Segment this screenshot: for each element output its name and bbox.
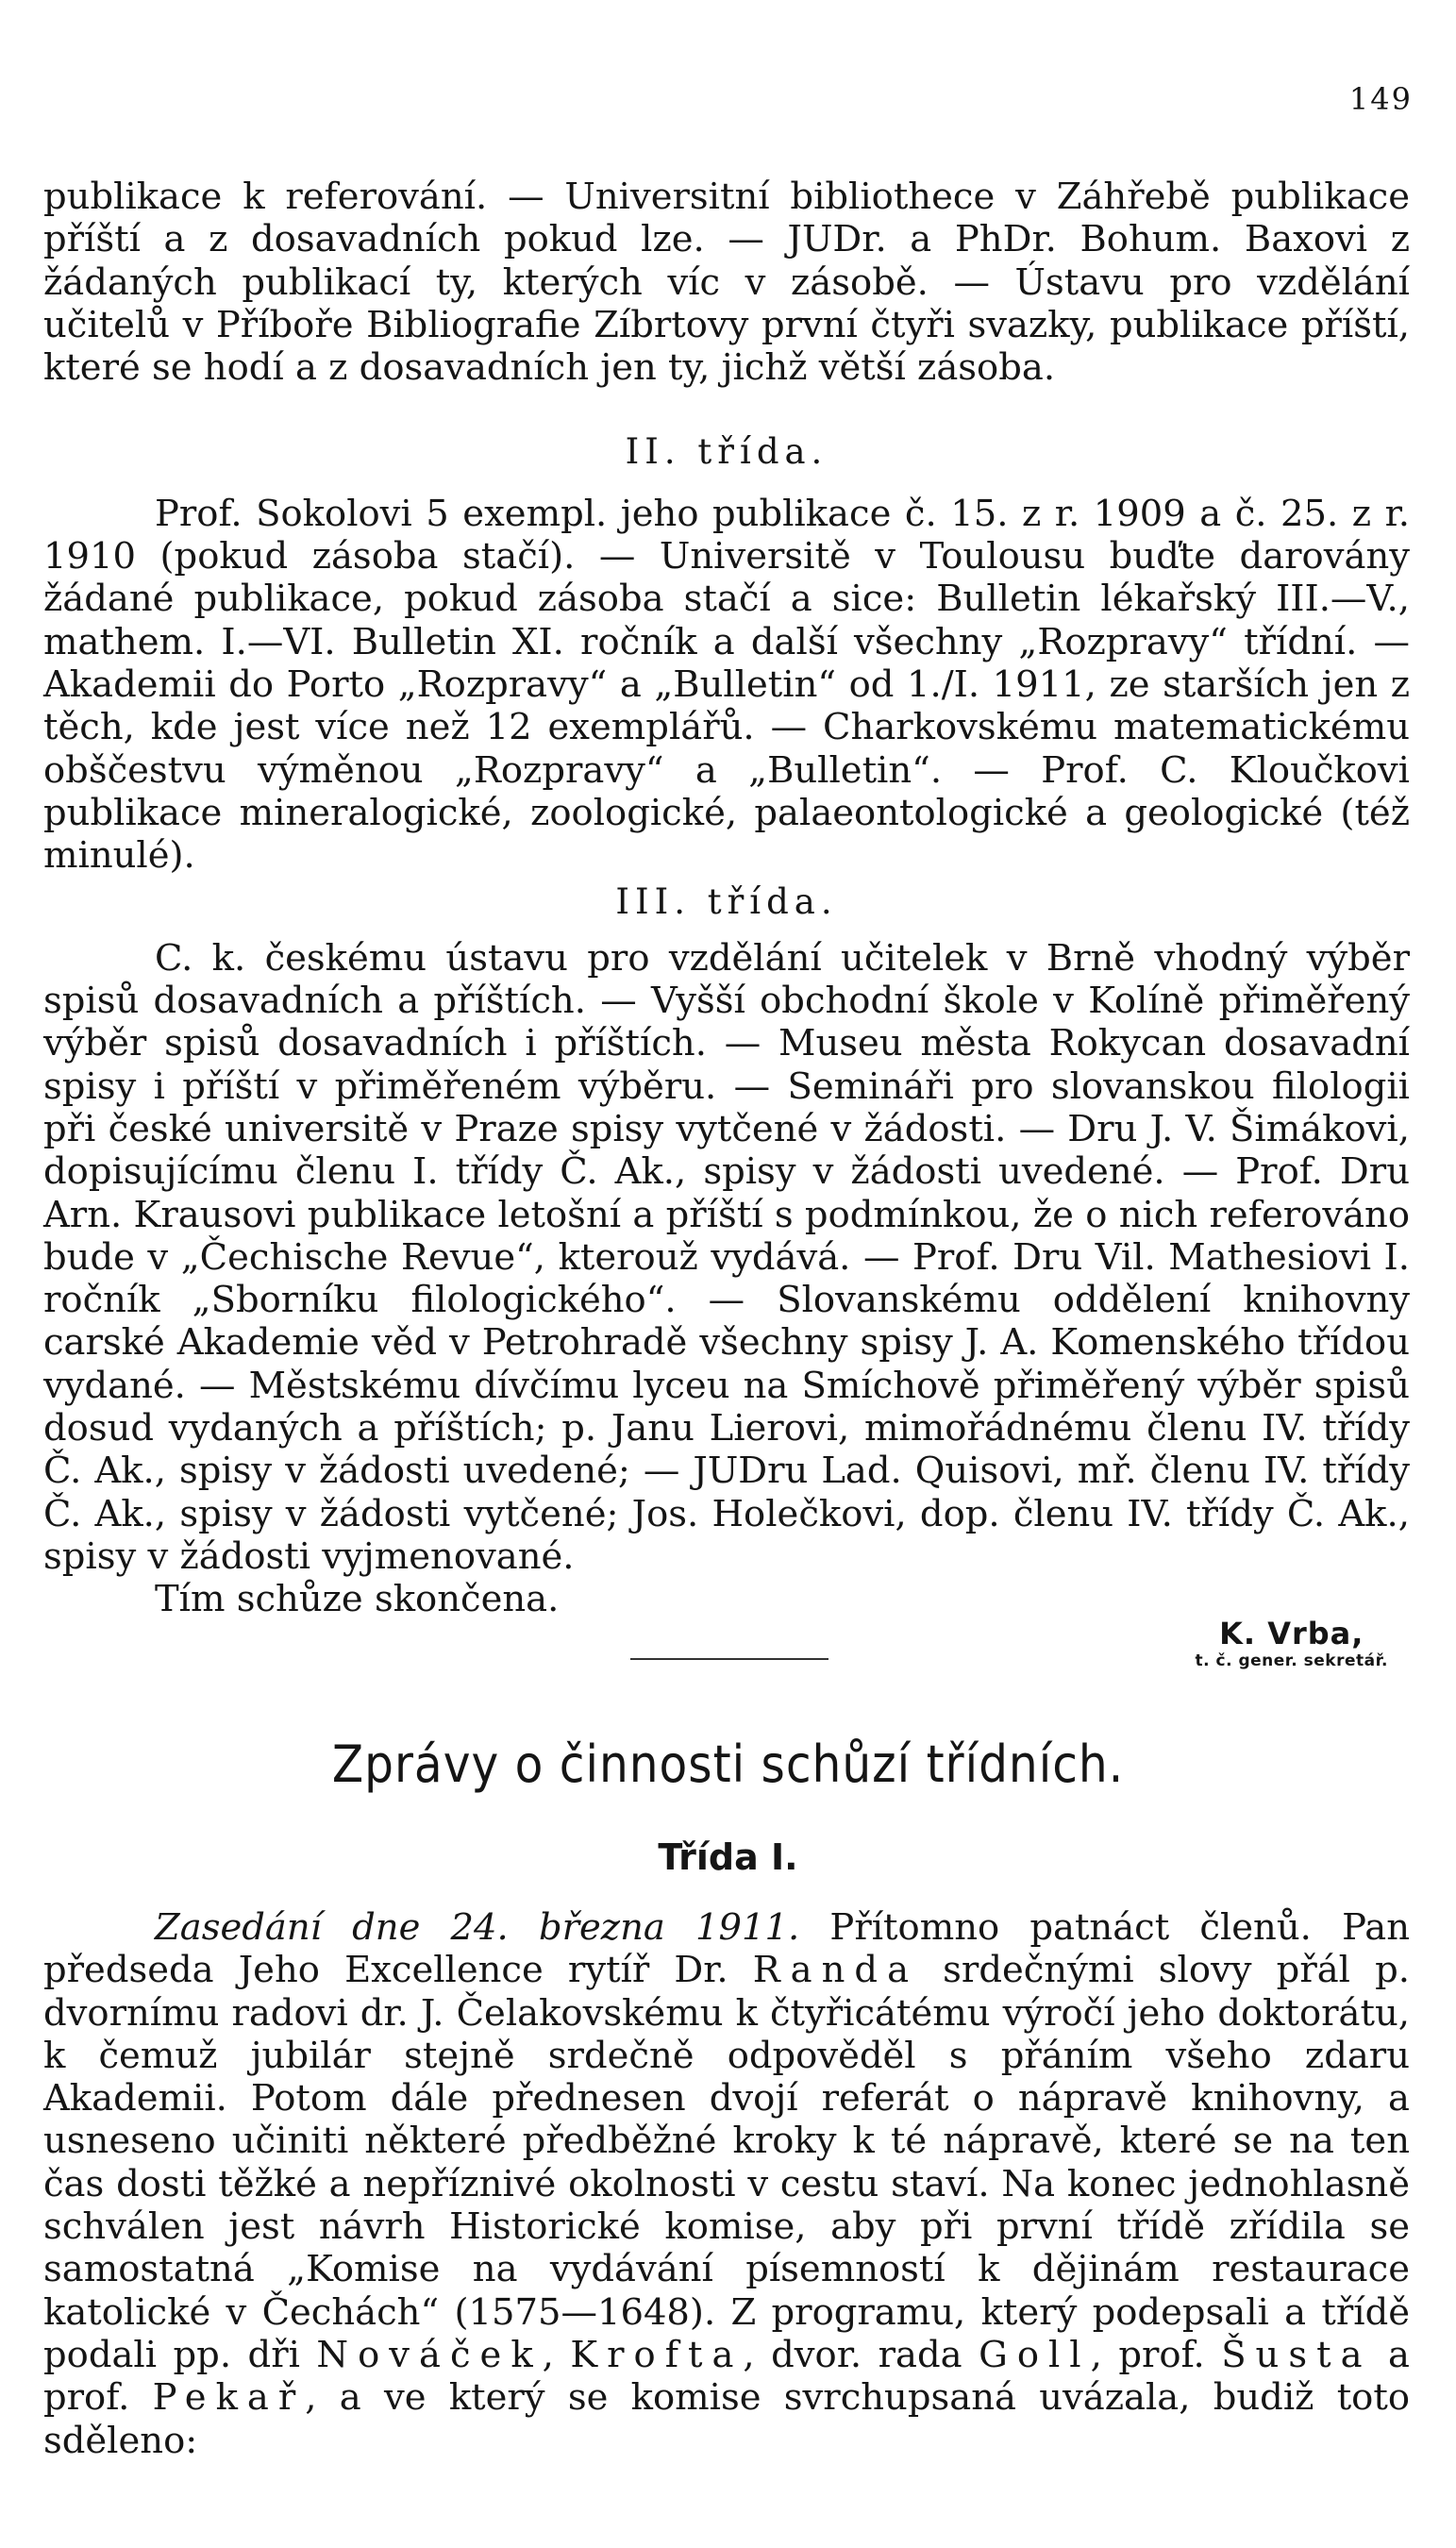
signature-block <box>1195 1616 1388 1670</box>
session-paragraph: Zasedání dne 24. března 1911. Přítomno patnáct členů. Pan předseda Jeho Excellence rytíř Dr. Randa srdečnými slovy přál p. dvornímu radovi dr. J. Čelakovskému k čtyřicátému výročí jeho doktorátu, k čemuž jubilár stejně srdečně odpověděl s přáním všeho zdaru Akademii. Potom dále přednesen dvojí referát o nápravě knihovny, a usneseno učiniti některé předběžné kroky k té nápravě, které se na ten čas dosti těžké a nepříznivé okolnosti v cestu staví. Na konec jednohlasně schválen jest návrh Historické komise, aby při první třídě zřídila se samostatná „Komise na vydávání písemností k dějinám restaurace katolické v Čechách“ (1575—1648). Z programu, který podepsali a třídě podali pp. dři Nováček, Krofta, dvor. rada Goll, prof. Šusta a prof. Pekař, a ve který se komise svrchupsaná uvázala, budiž toto sděleno: <box>43 1906 1411 2462</box>
session-date: Zasedání dne 24. března 1911. <box>155 1906 800 1949</box>
paragraph-class-2: Prof. Sokolovi 5 exempl. jeho publikace č. 15. z r. 1909 a č. 25. z r. 1910 (pokud zásoba stačí). — Universitě v Toulousu buďte darovány žádané publikace, pokud zásoba stačí a sice: Bulletin lékařský III.—V., mathem. I.—VI. Bulletin XI. ročník a další všechny „Rozpravy“ třídní. — Akademii do Porto „Rozpravy“ a „Bulletin“ od 1./I. 1911, ze starších jen z těch, kde jest více než 12 exemplářů. — Charkovskému matematickému obščestvu výměnou „Rozpravy“ a „Bulletin“. — Prof. C. Kloučkovi publikace mineralogické, zoologické, palaeontologické a geologické (též minulé). <box>43 492 1410 878</box>
separator-rule <box>630 1658 828 1660</box>
name-novacek: Nováček <box>316 2333 543 2376</box>
section-heading-class-3: III. třída. <box>615 881 838 923</box>
name-susta: Šusta <box>1221 2333 1372 2376</box>
page-number: 149 <box>1348 81 1413 117</box>
name-krofta: Krofta <box>570 2333 744 2376</box>
closing-line: Tím schůze skončena. <box>155 1578 560 1621</box>
page-body <box>43 176 1410 1621</box>
name-goll: Goll <box>979 2333 1091 2376</box>
paragraph-class-3: C. k. českému ústavu pro vzdělání učitelek v Brně vhodný výběr spisů dosavadních a příštích. — Vyšší obchodní škole v Kolíně přiměřený výběr spisů dosavadních i příštích. — Museu města Rokycan dosavadní spisy i příští v přiměřeném výběru. — Semináři pro slovanskou filologii při české universitě v Praze spisy vytčené v žádosti. — Dru J. V. Šimákovi, dopisujícímu členu I. třídy Č. Ak., spisy v žádosti uvedené. — Prof. Dru Arn. Krausovi publikace letošní a příští s podmínkou, že o nich referováno bude v „Čechische Revue“, kterouž vydává. — Prof. Dru Vil. Mathesiovi I. ročník „Sborníku filologického“. — Slovanskému oddělení knihovny carské Akademie věd v Petrohradě všechny spisy J. A. Komenského třídou vydané. — Městskému dívčímu lyceu na Smíchově přiměřený výběr spisů dosud vydaných a příštích; p. Janu Lierovi, mimořádnému členu IV. třídy Č. Ak., spisy v žádosti uvedené; — JUDru Lad. Quisovi, mř. členu IV. třídy Č. Ak., spisy v žádosti vytčené; Jos. Holečkovi, dop. členu IV. třídy Č. Ak., spisy v žádosti vyjmenované. <box>43 936 1410 1578</box>
signature-role: t. č. gener. sekretář. <box>1195 1651 1388 1670</box>
section-heading-class-2: II. třída. <box>625 431 828 473</box>
class-heading: Třída I. <box>658 1836 798 1878</box>
signature-name: K. Vrba, <box>1219 1616 1364 1651</box>
name-randa: Randa <box>752 1949 919 1992</box>
name-pekar: Pekař <box>152 2376 306 2420</box>
session-report <box>43 1906 1410 2462</box>
report-heading: Zprávy o činnosti schůzí třídních. <box>331 1735 1125 1794</box>
paragraph-1: publikace k referování. — Universitní bibliothece v Záhřebě publikace příští a z dosavadních pokud lze. — JUDr. a PhDr. Bohum. Baxovi z žádaných publikací ty, kterých víc v zásobě. — Ústavu pro vzdělání učitelů v Příboře Bibliografie Zíbrtovy první čtyři svazky, publikace příští, které se hodí a z dosavadních jen ty, jichž větší zásoba. <box>43 176 1410 390</box>
